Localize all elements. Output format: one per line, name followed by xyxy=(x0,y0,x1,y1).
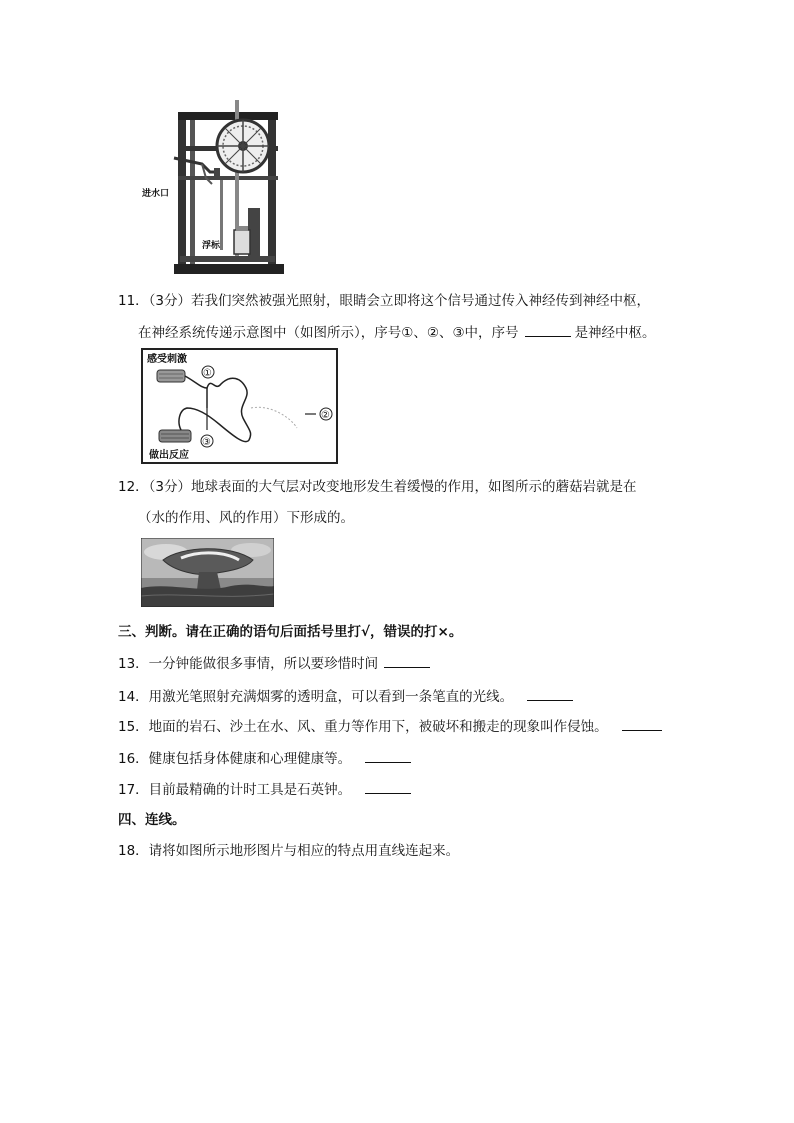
judgment-17 xyxy=(118,779,411,800)
response-label: 做出反应 xyxy=(149,450,189,461)
judgment-17-text: 17．目前最精确的计时工具是石英钟。 xyxy=(118,782,352,798)
judgment-14 xyxy=(118,686,573,707)
q11-line2-pre: 在神经系统传递示意图中（如图所示），序号①、②、③中，序号 xyxy=(138,325,519,341)
q12-line1: 12．（3分）地球表面的大气层对改变地形发生着缓慢的作用，如图所示的蘑菇岩就是在 xyxy=(118,479,637,495)
marker-3: ③ xyxy=(202,437,211,448)
mushroom-rock-photo xyxy=(141,538,274,607)
marker-2: ② xyxy=(321,410,330,421)
judgment-16-text: 16．健康包括身体健康和心理健康等。 xyxy=(118,751,352,767)
section3-title: 三、判断。请在正确的语句后面括号里打√，错误的打×。 xyxy=(118,624,463,640)
judgment-16 xyxy=(118,748,411,769)
section4-title: 四、连线。 xyxy=(118,812,186,828)
stimulus-label: 感受刺激 xyxy=(147,354,187,365)
float-label: 浮标 xyxy=(202,241,221,251)
judgment-15 xyxy=(118,716,662,737)
judgment-13-blank xyxy=(384,653,430,668)
judgment-15-blank xyxy=(622,716,662,731)
judgment-13 xyxy=(118,653,430,674)
q18-text: 18．请将如图所示地形图片与相应的特点用直线连起来。 xyxy=(118,843,460,859)
judgment-17-blank xyxy=(365,779,411,794)
q12-line2: （水的作用、风的作用）下形成的。 xyxy=(138,510,354,526)
judgment-16-blank xyxy=(365,748,411,763)
q11-line2-post: 是神经中枢。 xyxy=(574,325,656,341)
q11-answer-blank xyxy=(525,322,571,337)
water-clock-figure xyxy=(140,98,290,278)
judgment-13-text: 13．一分钟能做很多事情，所以要珍惜时间 xyxy=(118,656,379,672)
inlet-label: 进水口 xyxy=(142,189,170,199)
nerve-diagram xyxy=(141,348,338,464)
marker-1: ① xyxy=(203,368,212,379)
judgment-14-text: 14．用激光笔照射充满烟雾的透明盒，可以看到一条笔直的光线。 xyxy=(118,689,514,705)
q11-line2 xyxy=(138,322,656,343)
judgment-14-blank xyxy=(527,686,573,701)
judgment-15-text: 15．地面的岩石、沙土在水、风、重力等作用下，被破坏和搬走的现象叫作侵蚀。 xyxy=(118,719,608,735)
q11-line1: 11．（3分）若我们突然被强光照射，眼睛会立即将这个信号通过传入神经传到神经中枢， xyxy=(118,293,651,309)
